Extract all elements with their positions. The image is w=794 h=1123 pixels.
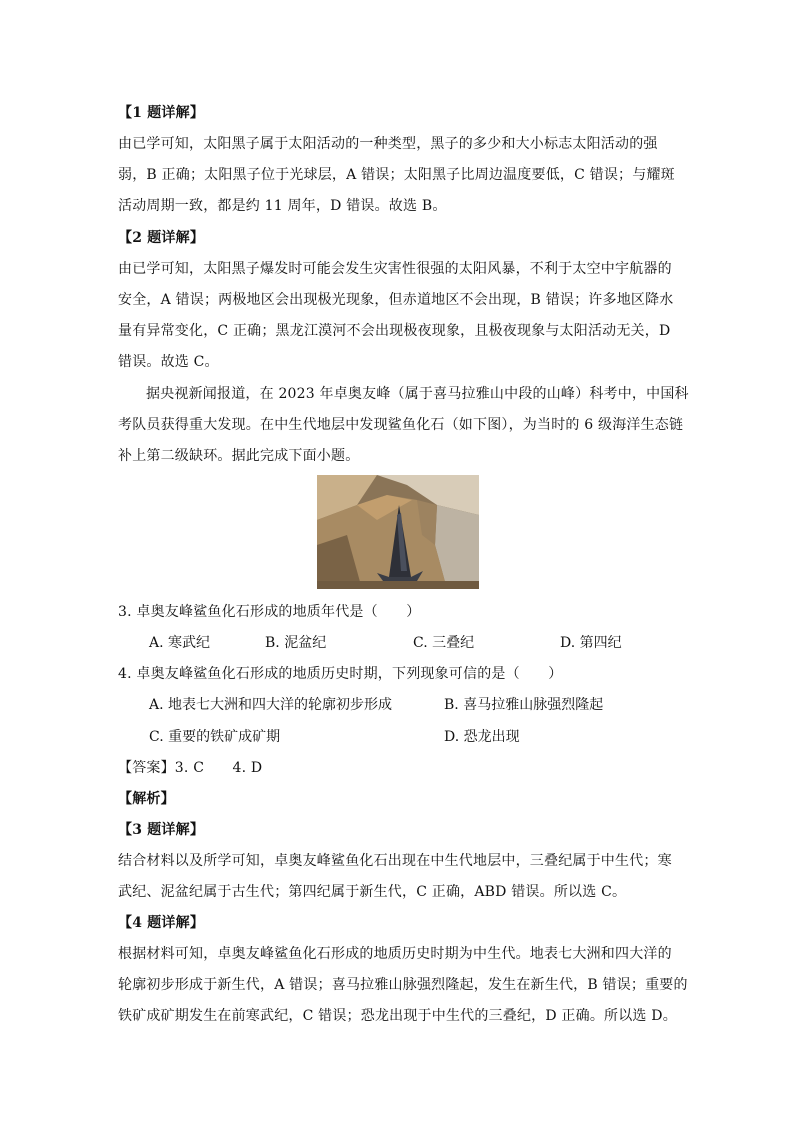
q1-line-2: 弱，B 正确；太阳黑子位于光球层，A 错误；太阳黑子比周边温度要低，C 错误；与耀斑 <box>118 167 675 183</box>
q3-option-c[interactable]: C. 三叠纪 <box>413 635 475 651</box>
answer-line: 【答案】3. C 4. D <box>118 760 263 776</box>
q4-option-c[interactable]: C. 重要的铁矿成矿期 <box>149 729 281 745</box>
q1-line-1: 由已学可知，太阳黑子属于太阳活动的一种类型，黑子的多少和大小标志太阳活动的强 <box>118 136 658 152</box>
q3-option-a[interactable]: A. 寒武纪 <box>149 635 211 651</box>
analysis-heading: 【解析】 <box>118 791 175 807</box>
shark-tooth-fossil-photo <box>317 475 479 589</box>
q2-line-3: 量有异常变化，C 正确；黑龙江漠河不会出现极夜现象，且极夜现象与太阳活动无关，D <box>118 323 671 339</box>
q2-heading: 【2 题详解】 <box>118 230 205 246</box>
q3-heading: 【3 题详解】 <box>118 822 205 838</box>
q3-stem: 3. 卓奥友峰鲨鱼化石形成的地质年代是（ ） <box>118 604 421 620</box>
q2-line-2: 安全，A 错误；两极地区会出现极光现象，但赤道地区不会出现，B 错误；许多地区降水 <box>118 292 674 308</box>
q1-heading: 【1 题详解】 <box>118 105 205 121</box>
q4-stem: 4. 卓奥友峰鲨鱼化石形成的地质历史时期，下列现象可信的是（ ） <box>118 666 563 682</box>
q4-option-b[interactable]: B. 喜马拉雅山脉强烈隆起 <box>444 697 604 713</box>
material-line-2: 考队员获得重大发现。在中生代地层中发现鲨鱼化石（如下图），为当时的 6 级海洋生态链 <box>118 417 684 433</box>
q3-line-1: 结合材料以及所学可知，卓奥友峰鲨鱼化石出现在中生代地层中，三叠纪属于中生代；寒 <box>118 853 672 869</box>
q2-line-1: 由已学可知，太阳黑子爆发时可能会发生灾害性很强的太阳风暴，不利于太空中宇航器的 <box>118 261 672 277</box>
q4-option-a[interactable]: A. 地表七大洲和四大洋的轮廓初步形成 <box>149 697 393 713</box>
q2-line-4: 错误。故选 C。 <box>118 354 219 370</box>
q4-line-1: 根据材料可知，卓奥友峰鲨鱼化石形成的地质历史时期为中生代。地表七大洲和四大洋的 <box>118 946 672 962</box>
material-line-1: 据央视新闻报道，在 2023 年卓奥友峰（属于喜马拉雅山中段的山峰）科考中，中国科 <box>146 386 689 402</box>
q4-line-3: 铁矿成矿期发生在前寒武纪，C 错误；恐龙出现于中生代的三叠纪，D 正确。所以选 D。 <box>118 1008 677 1024</box>
q4-line-2: 轮廓初步形成于新生代，A 错误；喜马拉雅山脉强烈隆起，发生在新生代，B 错误；重要的 <box>118 977 688 993</box>
material-line-3: 补上第二级缺环。据此完成下面小题。 <box>118 448 360 464</box>
q3-option-b[interactable]: B. 泥盆纪 <box>265 635 327 651</box>
q4-heading: 【4 题详解】 <box>118 915 205 931</box>
q4-option-d[interactable]: D. 恐龙出现 <box>444 729 520 745</box>
q1-line-3: 活动周期一致，都是约 11 周年，D 错误。故选 B。 <box>118 198 447 214</box>
q3-option-d[interactable]: D. 第四纪 <box>560 635 622 651</box>
q3-line-2: 武纪、泥盆纪属于古生代；第四纪属于新生代，C 正确，ABD 错误。所以选 C。 <box>118 884 627 900</box>
